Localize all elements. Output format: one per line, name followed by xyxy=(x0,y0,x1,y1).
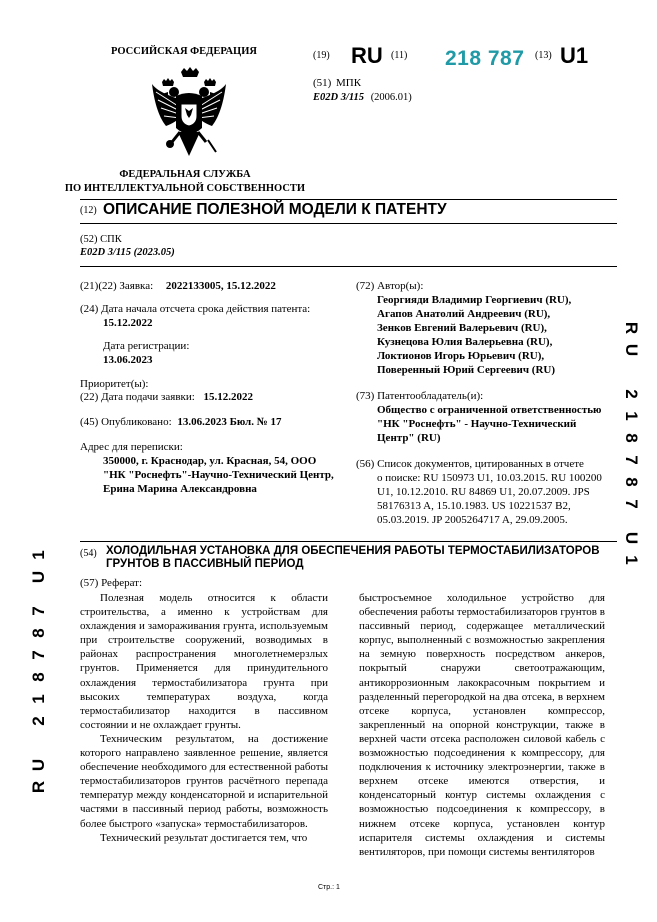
inid-code-54: (54) xyxy=(80,548,97,559)
divider-cpc xyxy=(80,266,617,267)
references-line-2: U1, 10.12.2010. RU 84869 U1, 20.07.2009. JPS xyxy=(377,486,590,498)
owner-line-3: Центр" (RU) xyxy=(377,432,441,444)
author-1: Георгияди Владимир Георгиевич (RU), xyxy=(377,294,572,306)
side-char: 1 xyxy=(622,555,641,565)
side-char: 1 xyxy=(622,411,641,421)
side-char: 1 xyxy=(29,550,48,560)
side-char: 7 xyxy=(622,499,641,509)
address-line-1: 350000, г. Краснодар, ул. Красная, 54, ООО xyxy=(103,455,317,467)
ipc-label: МПК xyxy=(336,77,362,89)
side-char: 2 xyxy=(622,389,641,399)
side-char: 7 xyxy=(29,606,48,616)
divider-title xyxy=(80,223,617,224)
divider-top xyxy=(80,199,617,200)
side-char: R xyxy=(622,321,641,335)
application-label: (21)(22) Заявка: xyxy=(80,280,154,292)
author-6: Поверенный Юрий Сергеевич (RU) xyxy=(377,364,556,376)
filing-label: (22) Дата подачи заявки: xyxy=(80,391,195,403)
side-char: 8 xyxy=(29,628,48,638)
side-char: U xyxy=(622,343,641,357)
divider-invention xyxy=(80,541,617,542)
term-start-label: (24) Дата начала отсчета срока действия патента: xyxy=(80,303,311,315)
side-char: 8 xyxy=(622,477,641,487)
published-label: (45) Опубликовано: xyxy=(80,416,172,428)
owner-line-2: "НК "Роснефть" - Научно-Технический xyxy=(377,418,577,430)
abstract-paragraph-3: Технический результат достигается тем, что xyxy=(100,831,308,844)
side-char: 7 xyxy=(622,455,641,465)
ipc-classification xyxy=(313,92,412,103)
inid-code-19: (19) xyxy=(313,50,330,61)
address-line-2: "НК "Роснефть"-Научно-Технический Центр, xyxy=(103,469,334,481)
abstract-right-column: быстросъемное холодильное устройство для обеспечения работы термостабилизаторов грунтов в пассивный период, содержащее металлический корпус, выполненный с возможностью закрепления на земную поверхность посредством анкеров, покрытый снаружи светоотражающим, антикоррозионным лакокрасочным покрытием и разделенный перегородкой на два отсека, в верхнем отсеке корпуса, установлен компрессор, закрепленный на опорной конструкции, также в верхней части отсека расположен силовой кабель с возможностью подсоединения к компрессору, для подключения к источнику электроэнергии, также в верхнем отсеке имеются отверстия, и конденсаторный контур системы охлаждения с возможностью подсоединения к компрессору, в нижнем отсеке корпуса, установлен контур испарителя системы охлаждения и системы вентиляторов, при помощи системы вентиляторов xyxy=(359,592,605,858)
references-line-3: 58176313 A, 15.10.1983. US 10221537 B2, xyxy=(377,500,571,512)
agency-line-1: ФЕДЕРАЛЬНАЯ СЛУЖБА xyxy=(119,169,251,180)
filing-value: 15.12.2022 xyxy=(203,391,254,403)
references-line-4: 05.03.2019. JP 2005264717 A, 29.09.2005. xyxy=(377,514,568,526)
published-row xyxy=(80,415,282,429)
inid-code-12: (12) xyxy=(80,205,97,216)
author-5: Локтионов Игорь Юрьевич (RU), xyxy=(377,350,545,362)
abstract-left-column xyxy=(80,591,328,845)
owner-label: (73) Патентообладатель(и): xyxy=(356,390,484,402)
kind-code: U1 xyxy=(560,43,589,68)
side-char: U xyxy=(622,531,641,545)
side-char: 8 xyxy=(622,433,641,443)
author-2: Агапов Анатолий Андреевич (RU), xyxy=(377,308,551,320)
side-char: U xyxy=(29,758,48,772)
cpc-value: E02D 3/115 (2023.05) xyxy=(80,247,175,258)
ipc-class-code: E02D 3/115 xyxy=(313,92,365,103)
inid-code-11: (11) xyxy=(391,50,408,61)
filing-row xyxy=(80,390,253,404)
abstract-paragraph-2: Техническим результатом, на достижение которого направлено заявленное решение, является обеспечение необходимого для естественной работы термостабилизаторов грунтов расчётного перепада температур между конденсаторной и испарительной частями в пассивный период работы, возможность более быстрого «запуска» термостабилизаторов. xyxy=(80,732,328,830)
abstract-paragraph-1: Полезная модель относится к области строительства, а именно к устройствам для охлаждения и замораживания грунта, используемым при строительстве сооружений, возводимых в районах распространения многолетнемерзлых грунтов. Применяется для принудительного охлаждения термостабилизатора грунта при высоких температурах воздуха, когда термостабилизатор находится в пассивном состоянии и не охлаждает грунты. xyxy=(80,592,328,731)
side-char: U xyxy=(29,570,48,584)
registration-label: Дата регистрации: xyxy=(103,340,190,352)
coat-of-arms-emblem xyxy=(150,66,228,162)
term-start-value: 15.12.2022 xyxy=(103,317,153,329)
cpc-label: (52) СПК xyxy=(80,234,122,245)
author-4: Кузнецова Юлия Валерьевна (RU), xyxy=(377,336,553,348)
document-number: 218 787 xyxy=(445,47,525,70)
application-value: 2022133005, 15.12.2022 xyxy=(165,280,276,292)
owner-line-1: Общество с ограниченной ответственностью xyxy=(377,404,602,416)
address-line-3: Ерина Марина Александровна xyxy=(103,483,257,495)
side-char: R xyxy=(29,780,48,794)
side-char: 8 xyxy=(29,672,48,682)
registration-value: 13.06.2023 xyxy=(103,354,153,366)
side-char: 7 xyxy=(29,650,48,660)
side-char: 1 xyxy=(29,694,48,704)
priority-label: Приоритет(ы): xyxy=(80,378,149,390)
agency-line-2: ПО ИНТЕЛЛЕКТУАЛЬНОЙ СОБСТВЕННОСТИ xyxy=(64,183,306,194)
country-name: РОССИЙСКАЯ ФЕДЕРАЦИЯ xyxy=(111,46,257,57)
side-char: 2 xyxy=(29,716,48,726)
address-label: Адрес для переписки: xyxy=(80,441,183,453)
document-title: ОПИСАНИЕ ПОЛЕЗНОЙ МОДЕЛИ К ПАТЕНТУ xyxy=(103,201,447,218)
references-line-1: о поиске: RU 150973 U1, 10.03.2015. RU 100200 xyxy=(377,472,602,484)
agency-name xyxy=(60,168,310,196)
published-value: 13.06.2023 Бюл. № 17 xyxy=(177,416,282,428)
country-code: RU xyxy=(351,43,383,68)
inid-code-13: (13) xyxy=(535,50,552,61)
references-label: (56) Список документов, цитированных в отчете xyxy=(356,458,584,470)
abstract-label: (57) Реферат: xyxy=(80,577,143,589)
invention-title: ХОЛОДИЛЬНАЯ УСТАНОВКА ДЛЯ ОБЕСПЕЧЕНИЯ РАБОТЫ ТЕРМОСТАБИЛИЗАТОРОВ ГРУНТОВ В ПАССИВНЫЙ ПЕРИОД xyxy=(106,545,600,570)
application-row xyxy=(80,279,276,293)
page-number: Стр.: 1 xyxy=(318,884,340,891)
ipc-version: (2006.01) xyxy=(370,92,412,103)
inid-code-51: (51) xyxy=(313,77,332,89)
author-3: Зенков Евгений Валерьевич (RU), xyxy=(377,322,547,334)
authors-label: (72) Автор(ы): xyxy=(356,280,424,292)
